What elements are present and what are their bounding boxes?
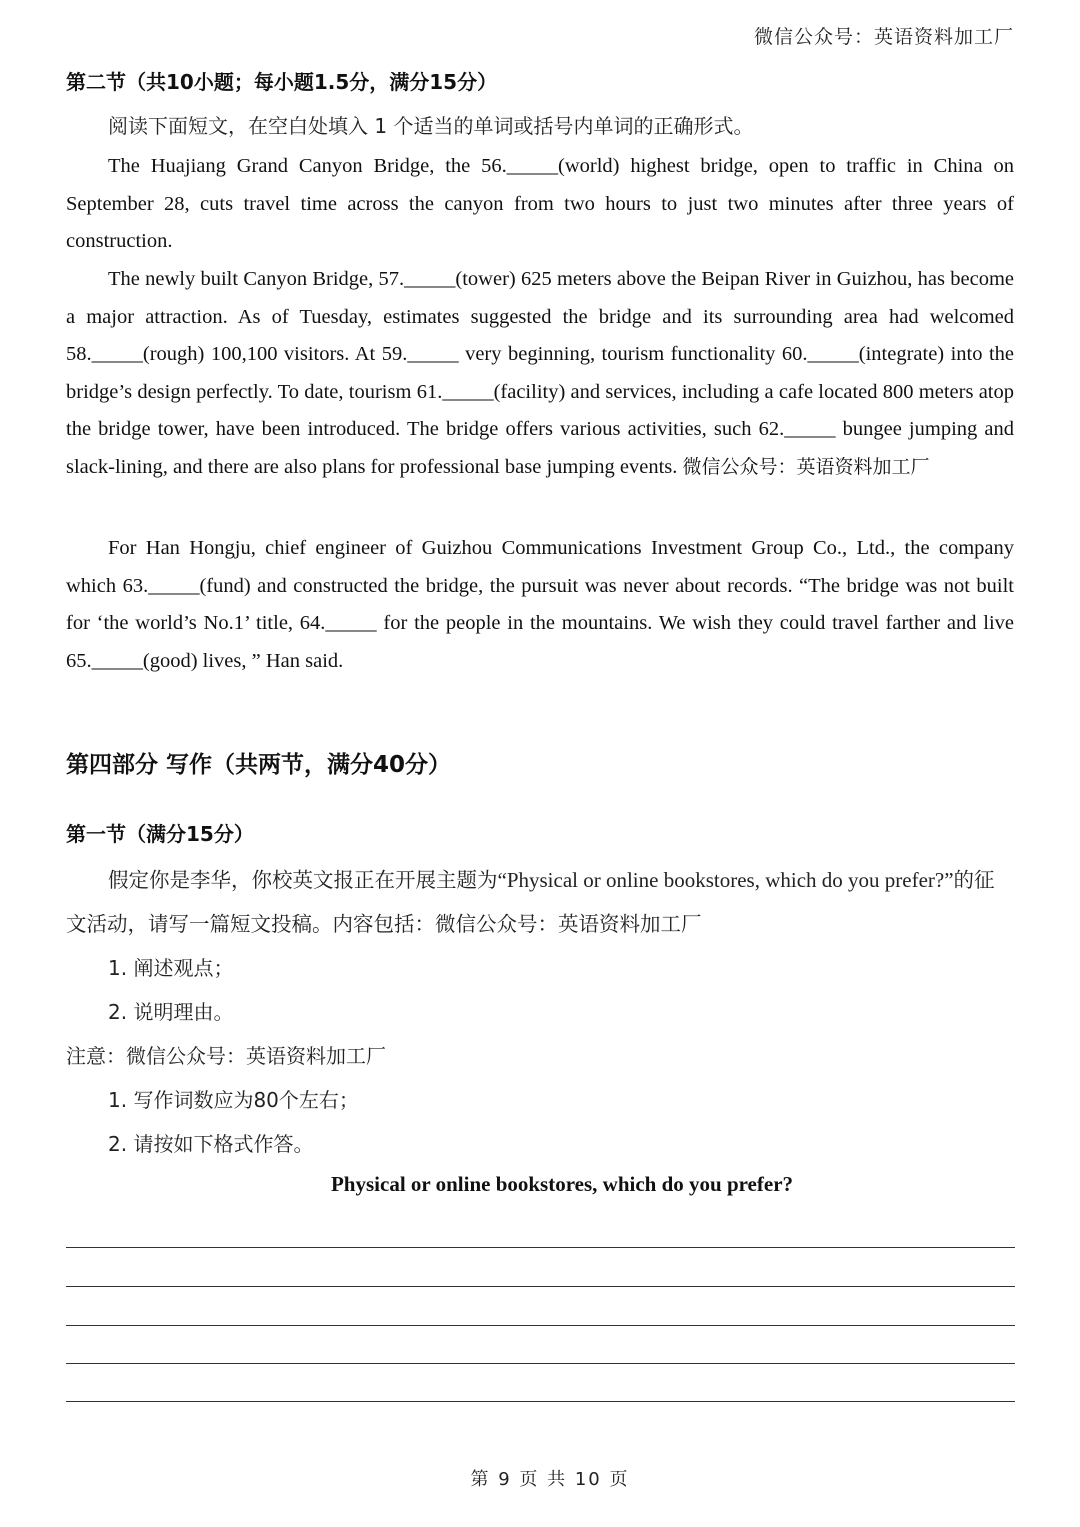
paragraph-2-watermark: 微信公众号：英语资料加工厂 [682, 455, 930, 478]
content-item-2: 2. 说明理由。 [108, 1000, 234, 1024]
header-watermark: 微信公众号：英语资料加工厂 [753, 26, 1014, 48]
passage-paragraph-3: For Han Hongju, chief engineer of Guizhou Communications Investment Group Co., Ltd., the company which 63._____(fund) and constructed the bridge, the pursuit was never about records. “The bridge was not built for ‘the world’s No.1’ title, 64._____ for the people in the mountains. We wish they could travel farther and live 65._____(good) lives, ” Han said. [66, 537, 1014, 672]
writing-prompt [66, 858, 1014, 946]
content-item-1: 1. 阐述观点； [108, 956, 234, 980]
essay-title: Physical or online bookstores, which do you prefer? [330, 1172, 794, 1196]
writing-line[interactable] [66, 1247, 1015, 1248]
prompt-cn-part-1: 假定你是李华，你校英文报正在开展主题为 [108, 868, 498, 892]
paragraph-2-text: The newly built Canyon Bridge, 57._____(tower) 625 meters above the Beipan River in Guizhou, has become a major attraction. As of Tuesday, estimates suggested the bridge and its surrounding area had welcomed 58._____(rough) 100,100 visitors. At 59._____ very beginning, tourism functionality 60._____(integrate) into the bridge’s design perfectly. To date, tourism 61._____(facility) and services, including a cafe located 800 meters atop the bridge tower, have been introduced. The bridge offers various activities, such 62._____ bungee jumping and slack-lining, and there are also plans for professional base jumping events. [66, 268, 1014, 478]
writing-section-1-title: 第一节（满分15分） [66, 822, 254, 846]
section-2-instruction: 阅读下面短文，在空白处填入 1 个适当的单词或括号内单词的正确形式。 [108, 114, 754, 138]
note-heading: 注意：微信公众号：英语资料加工厂 [66, 1044, 386, 1068]
note-item-1: 1. 写作词数应为80个左右； [108, 1088, 359, 1112]
prompt-topic: “Physical or online bookstores, which do you prefer?” [497, 868, 954, 892]
writing-line[interactable] [66, 1363, 1015, 1364]
part-4-title: 第四部分 写作（共两节，满分40分） [66, 752, 452, 778]
passage-paragraph-2 [66, 261, 1014, 486]
page-number: 第 9 页 共 10 页 [470, 1469, 630, 1490]
note-item-2: 2. 请按如下格式作答。 [108, 1132, 314, 1156]
prompt-cn-part-2: 的征文活动，请写一篇短文投稿。内容包括：微信公众号：英语资料加工厂 [66, 868, 995, 936]
section-2-title: 第二节（共10小题；每小题1.5分，满分15分） [66, 70, 498, 94]
writing-line[interactable] [66, 1325, 1015, 1326]
writing-line[interactable] [66, 1286, 1015, 1287]
passage-paragraph-1: The Huajiang Grand Canyon Bridge, the 56._____(world) highest bridge, open to traffic in China on September 28, cuts travel time across the canyon from two hours to just two minutes after three years of construction. [66, 155, 1014, 252]
writing-line[interactable] [66, 1401, 1015, 1402]
